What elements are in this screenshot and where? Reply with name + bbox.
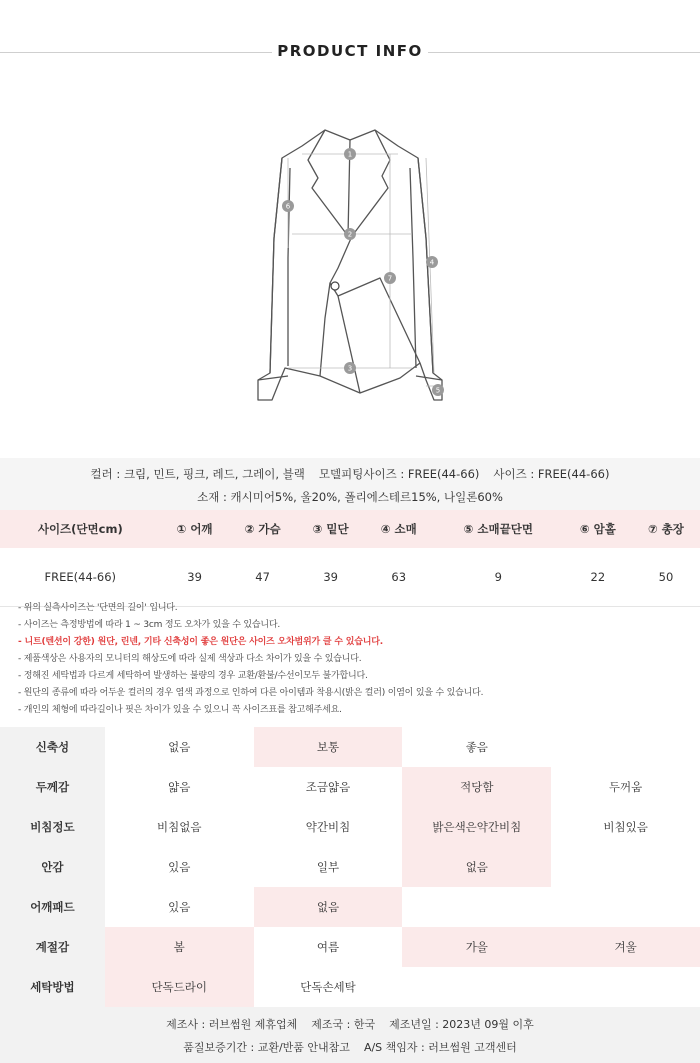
size-notes: [18, 600, 688, 719]
attr-option: [402, 887, 551, 927]
marker-6: [282, 200, 294, 212]
as-contact: A/S 책임자 : 러브썸원 고객센터: [363, 1041, 517, 1054]
attr-option-selected: 밝은색은약간비침: [402, 807, 551, 847]
attr-option: 약간비침: [305, 820, 351, 834]
attr-row-season: [0, 927, 700, 967]
attr-option: [551, 847, 700, 887]
attr-row-thickness: [0, 767, 700, 807]
attr-option: 있음: [168, 900, 191, 914]
attr-option-selected: 적당함: [402, 767, 551, 807]
attr-option-selected: 없음: [402, 847, 551, 887]
attr-option: 비침있음: [603, 820, 648, 834]
attr-option-selected: 보통: [254, 727, 403, 767]
attr-option: 단독손세탁: [300, 980, 356, 994]
marker-2: [344, 228, 356, 240]
attr-label: 계절감: [0, 927, 105, 967]
marker-3: [344, 362, 356, 374]
marker-5: [432, 384, 444, 396]
svg-text:5: 5: [435, 386, 441, 395]
manufacturer: 제조사 : 러브썸원 제휴업체: [166, 1018, 298, 1031]
attr-option: [551, 727, 700, 767]
section-title: PRODUCT INFO: [277, 42, 423, 60]
attr-option-selected: 겨울: [551, 927, 700, 967]
warranty: 품질보증기간 : 교환/반품 안내참고: [183, 1041, 350, 1054]
attr-row-sheerness: [0, 807, 700, 847]
manufacturer-line: [0, 1016, 700, 1032]
color-info: 컬러 : 크림, 민트, 핑크, 레드, 그레이, 블랙: [90, 467, 305, 481]
jacket-measurement-diagram: [230, 118, 470, 418]
size-cell: 22: [564, 548, 632, 606]
note-item-warning: - 니트(텐션이 강한) 원단, 린넨, 기타 신축성이 좋은 원단은 사이즈 오차범위가 클 수 있습니다.: [18, 637, 383, 647]
size-header: ② 가슴: [229, 510, 297, 548]
attr-option: [551, 887, 700, 927]
attr-row-shoulder-pad: [0, 887, 700, 927]
attr-option: 조금얇음: [305, 780, 351, 794]
size-header: 사이즈(단면cm): [0, 510, 161, 548]
size-header: ⑦ 총장: [632, 510, 700, 548]
svg-text:1: 1: [347, 150, 353, 159]
warranty-line: [0, 1039, 700, 1055]
attr-option: 있음: [168, 860, 191, 874]
size-cell: 47: [229, 548, 297, 606]
attr-label: 세탁방법: [0, 967, 105, 1007]
fabric-attributes-table: [0, 727, 700, 1007]
material-info: 소재 : 캐시미어5%, 울20%, 폴리에스테르15%, 나일론60%: [197, 490, 503, 504]
attr-option: 좋음: [465, 740, 488, 754]
size-header: ⑤ 소매끝단면: [433, 510, 564, 548]
attr-row-stretch: [0, 727, 700, 767]
attr-option: [551, 967, 700, 1007]
size-cell: 63: [365, 548, 433, 606]
note-item: - 개인의 체형에 따라길이나 핏은 차이가 있을 수 있으니 꼭 사이즈표를 참고해주세요.: [18, 705, 342, 715]
note-item: - 정해진 세탁법과 다르게 세탁하여 발생하는 불량의 경우 교환/환불/수선이모두 불가합니다.: [18, 671, 368, 681]
product-info-header: [0, 0, 700, 110]
size-header: ④ 소매: [365, 510, 433, 548]
size-header: ⑥ 암홀: [564, 510, 632, 548]
note-item: - 원단의 종류에 따라 어두운 컬러의 경우 염색 과정으로 인하여 다른 아이템과 착용시(밝은 컬러) 이염이 있을 수 있습니다.: [18, 688, 484, 698]
svg-text:6: 6: [285, 202, 291, 211]
svg-text:3: 3: [347, 364, 353, 373]
size-table: [0, 510, 700, 607]
attr-label: 신축성: [0, 727, 105, 767]
size-cell: 9: [433, 548, 564, 606]
svg-text:7: 7: [387, 274, 393, 283]
attr-option: [402, 967, 551, 1007]
size-info: 사이즈 : FREE(44-66): [493, 467, 610, 481]
size-cell: 39: [161, 548, 229, 606]
size-header: ③ 밑단: [297, 510, 365, 548]
size-cell: 50: [632, 548, 700, 606]
attr-row-washing: [0, 967, 700, 1007]
svg-text:2: 2: [347, 230, 353, 239]
attr-label: 비침정도: [0, 807, 105, 847]
attr-option: 두꺼움: [608, 780, 643, 794]
note-item: - 위의 실측사이즈는 '단면의 길이' 입니다.: [18, 603, 178, 613]
size-table-header-row: [0, 510, 700, 548]
header-divider-right: [428, 52, 700, 53]
attr-option: 비침없음: [157, 820, 202, 834]
attr-option: 일부: [316, 860, 340, 874]
country: 제조국 : 한국: [311, 1018, 376, 1031]
attr-row-lining: [0, 847, 700, 887]
size-table-row: [0, 548, 700, 606]
marker-7: [384, 272, 396, 284]
note-item: - 사이즈는 측정방법에 따라 1 ~ 3cm 정도 오차가 있을 수 있습니다.: [18, 620, 281, 630]
marker-4: [426, 256, 438, 268]
size-cell: FREE(44-66): [0, 548, 161, 606]
attr-label: 어깨패드: [0, 887, 105, 927]
manufacture-date: 제조년일 : 2023년 09월 이후: [389, 1018, 534, 1031]
attr-option-selected: 단독드라이: [105, 967, 254, 1007]
attr-label: 두께감: [0, 767, 105, 807]
marker-1: [344, 148, 356, 160]
attr-option-selected: 가을: [402, 927, 551, 967]
attr-option: 없음: [168, 740, 191, 754]
color-size-line: [0, 466, 700, 482]
note-item: - 제품색상은 사용자의 모니터의 해상도에 따라 실제 색상과 다소 차이가 있을 수 있습니다.: [18, 654, 362, 664]
attr-option-selected: 없음: [254, 887, 403, 927]
attr-option: 얇음: [168, 780, 191, 794]
svg-text:4: 4: [429, 258, 435, 267]
size-header: ① 어깨: [161, 510, 229, 548]
size-cell: 39: [297, 548, 365, 606]
attr-label: 안감: [0, 847, 105, 887]
attr-option-selected: 봄: [105, 927, 254, 967]
model-size-info: 모델피팅사이즈 : FREE(44-66): [318, 467, 480, 481]
attr-option: 여름: [316, 940, 340, 954]
button-icon: [331, 282, 339, 290]
